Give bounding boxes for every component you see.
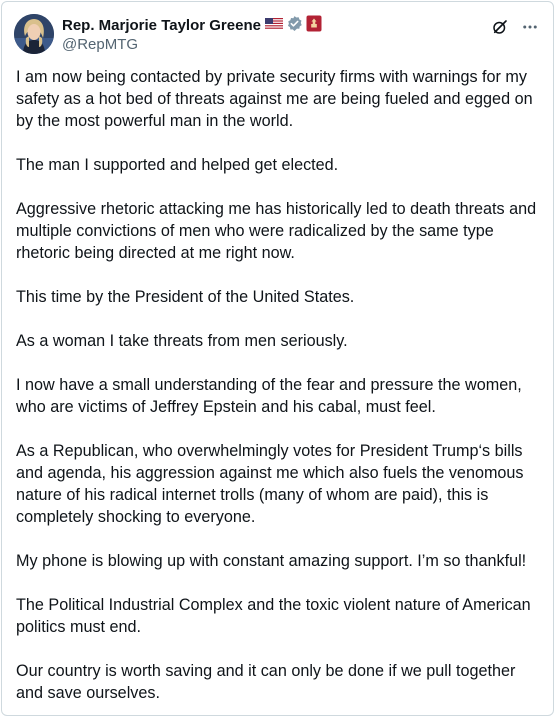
us-flag-icon	[264, 17, 283, 35]
handle[interactable]: @RepMTG	[62, 36, 139, 53]
post-paragraph: My phone is blowing up with constant amazing support. I’m so thankful!	[16, 552, 527, 570]
post-paragraph: Aggressive rhetoric attacking me has historically led to death threats and multiple convictions of men who were radicalized by the same type rhetoric being directed at me right now.	[16, 200, 537, 262]
post-paragraph: As a Republican, who overwhelmingly votes for President Trump‘s bills and agenda, his aggression against me which also fuels the venomous nature of his radical internet trolls (many of whom are paid), this is completely shocking to everyone.	[16, 442, 524, 526]
more-icon[interactable]	[519, 16, 541, 38]
gray-verified-badge-icon[interactable]	[286, 15, 303, 37]
grok-icon[interactable]	[489, 16, 511, 38]
post-paragraph: As a woman I take threats from men seriously.	[16, 332, 348, 350]
post-paragraph: I now have a small understanding of the fear and pressure the women, who are victims of Jeffrey Epstein and his cabal, must feel.	[16, 376, 522, 416]
post-paragraph: The Political Industrial Complex and the toxic violent nature of American politics must end.	[16, 596, 531, 636]
post-paragraph: I am now being contacted by private security firms with warnings for my safety as a hot bed of threats against me are being fueled and egged on by the most powerful man in the world.	[16, 68, 533, 130]
author-info	[62, 16, 322, 53]
avatar[interactable]	[14, 14, 54, 54]
post-text	[16, 66, 544, 717]
post-paragraph: The man I supported and helped get elected.	[16, 156, 339, 174]
post-actions	[481, 14, 541, 40]
display-name-row	[62, 16, 322, 35]
house-seal-icon[interactable]	[306, 15, 322, 37]
avatar-image	[14, 14, 54, 54]
display-name[interactable]: Rep. Marjorie Taylor Greene	[62, 17, 261, 34]
post-header	[14, 14, 541, 54]
post-paragraph: Our country is worth saving and it can only be done if we pull together and save ourselves.	[16, 662, 516, 702]
post-paragraph: This time by the President of the United States.	[16, 288, 355, 306]
post-card	[1, 1, 554, 716]
